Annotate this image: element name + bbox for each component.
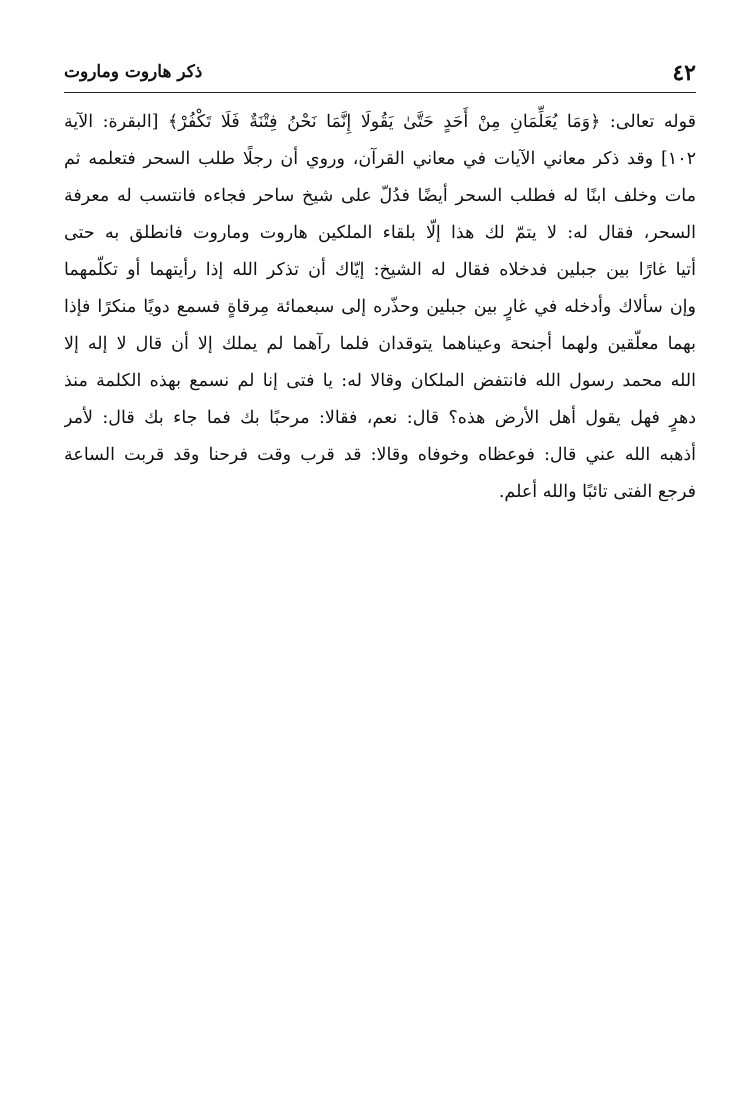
- header-rule: [64, 92, 696, 93]
- running-head: [64, 56, 696, 92]
- text-line: مات وخلف ابنًا له فطلب السحر أيضًا فدُلّ على شيخ ساحر فجاءه فانتسب له معرفة: [64, 186, 696, 206]
- text-line: دهرٍ فهل يقول أهل الأرض هذه؟ قال: نعم، فقالا: مرحبًا بك فما جاء بك قال: لأمر: [64, 408, 696, 428]
- text-line: السحر، فقال له: لا يتمّ لك هذا إلّا بلقاء الملكين هاروت وماروت فانطلق به حتى: [64, 223, 696, 243]
- text-line: قوله تعالى: ﴿وَمَا يُعَلِّمَانِ مِنْ أَحَدٍ حَتَّىٰ يَقُولَا إِنَّمَا نَحْنُ فِتْنَةٌ فَلَا تَكْفُرْ﴾ [البقرة: الآية: [64, 112, 696, 132]
- text-line: أتيا غارًا بين جبلين فدخلاه فقال له الشيخ: إيّاك أن تذكر الله إذا رأيتهما أو تكلّمهما: [64, 260, 696, 280]
- text-line: وإن سألاك وأدخله في غارٍ بين جبلين وحذّره إلى سبعمائة مِرقاةٍ فسمع دويًا منكرًا فإذا: [64, 297, 696, 317]
- running-title: ذكر هاروت وماروت: [64, 62, 203, 82]
- body-text: [64, 104, 696, 511]
- text-line: ١٠٢] وقد ذكر معاني الآيات في معاني القرآن، وروي أن رجلًا طلب السحر فتعلمه ثم: [64, 149, 696, 169]
- text-line: الله محمد رسول الله فانتفض الملكان وقالا له: يا فتى إنا لم نسمع بهذه الكلمة منذ: [64, 371, 696, 391]
- page-number: ٤٢: [672, 60, 696, 86]
- text-line: أذهبه الله عني قال: فوعظاه وخوفاه وقالا: قد قرب وقت فرحنا وقد قربت الساعة: [64, 445, 696, 465]
- text-line: بهما معلّقين ولهما أجنحة وعيناهما يتوقدان فلما رآهما لم يملك إلا أن قال لا إله إلا: [64, 334, 696, 354]
- text-line: فرجع الفتى تائبًا والله أعلم.: [498, 482, 696, 502]
